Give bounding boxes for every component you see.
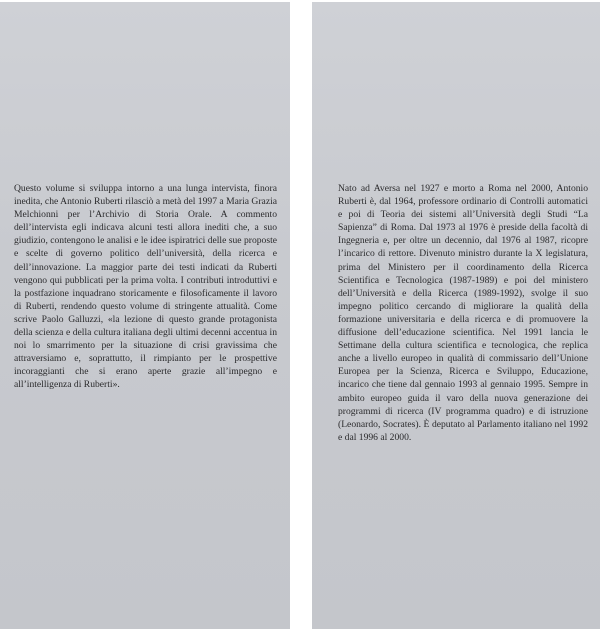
book-description-text: Questo volume si sviluppa intorno a una lunga intervista, finora inedita, che Antonio Ruberti rilasciò a metà del 1997 a Maria Grazia Melchionni per l’Archivio di Storia Orale. A commento dell’intervista egli indicava alcuni testi allora inediti che, a suo giudizio, contengono le analisi e le idee ispiratrici delle sue proposte e scelte di governo politico dell’università, della ricerca e dell’innovazione. La maggior parte dei testi indicati da Ruberti vengono qui pubblicati per la prima volta. I contributi introduttivi e la postfazione inquadrano storicamente e filosoficamente il lavoro di Ruberti, rendendo questo volume di stringente attualità. Come scrive Paolo Galluzzi, «la lezione di questo grande protagonista della scienza e della cultura italiana degli ultimi decenni accentua in noi lo smarrimento per la situazione di crisi gravissima che attraversiamo e, soprattutto, il rimpianto per le prospettive incoraggianti che si erano aperte grazie all’impegno e all’intelligenza di Ruberti». bbox=[14, 183, 277, 391]
gutter bbox=[290, 0, 312, 629]
author-biography-text: Nato ad Aversa nel 1927 e morto a Roma nel 2000, Antonio Ruberti è, dal 1964, professore ordinario di Controlli automatici e poi di Teoria dei sistemi all’Università degli Studi “La Sapienza” di Roma. Dal 1973 al 1976 è preside della facoltà di Ingegneria e, per oltre un decennio, dal 1976 al 1987, ricopre l’incarico di rettore. Divenuto ministro durante la X legislatura, prima del Ministero per il coordinamento della Ricerca Scientifica e Tecnologica (1987-1989) e poi del ministero dell’Università e della Ricerca (1989-1992), svolge il suo impegno politico cercando di migliorare la qualità della formazione universitaria e della ricerca e di promuovere la diffusione dell’educazione scientifica. Nel 1991 lancia le Settimane della cultura scientifica e tecnologica, che replica anche a livello europeo in qualità di commissario dell’Unione Europea per la Scienza, Ricerca e Sviluppo, Educazione, incarico che tiene dal gennaio 1993 al gennaio 1995. Sempre in ambito europeo guida il varo della nuova generazione dei programmi di ricerca (IV programma quadro) e di istruzione (Leonardo, Socrates). È deputato al Parlamento italiano nel 1992 e dal 1996 al 2000. bbox=[338, 183, 588, 443]
left-flap bbox=[0, 2, 290, 629]
right-flap bbox=[312, 2, 600, 629]
